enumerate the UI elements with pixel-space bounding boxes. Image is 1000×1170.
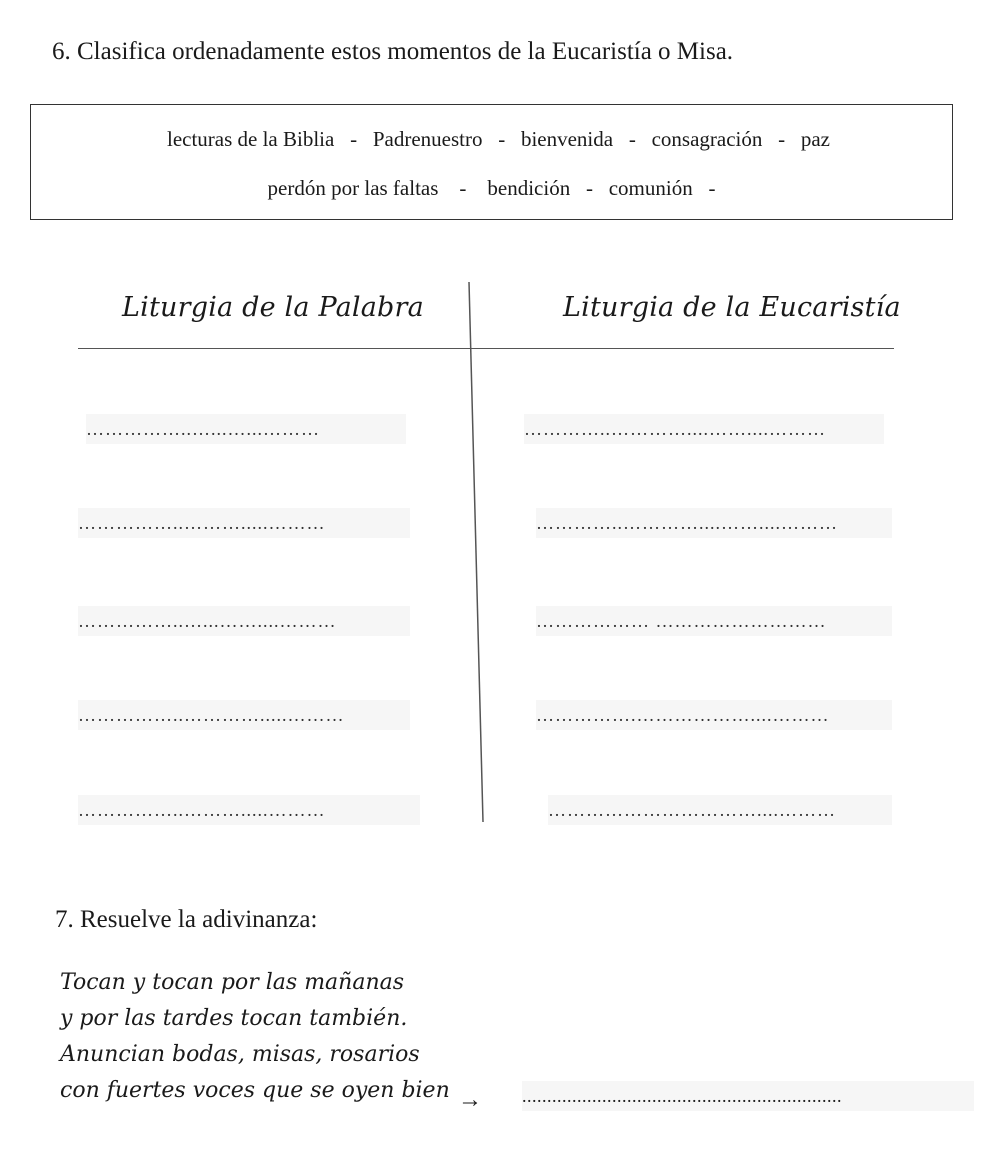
riddle-line-1: Tocan y tocan por las mañanas — [60, 970, 405, 995]
blank-line-eucaristia-3[interactable]: ……………… ……………………… — [536, 606, 892, 636]
riddle-line-2: y por las tardes tocan también. — [60, 1006, 408, 1031]
blank-line-eucaristia-5[interactable]: ……………………………....……… — [548, 795, 892, 825]
blank-line-eucaristia-1[interactable]: …………..…………....……....……… — [524, 414, 884, 444]
blank-line-palabra-4[interactable]: ……………..………….....……… — [78, 700, 410, 730]
word-bank-row-1: lecturas de la Biblia - Padrenuestro - bienvenida - consagración - paz — [166, 127, 831, 151]
blank-line-palabra-1[interactable]: ……………..…...…...……… — [86, 414, 406, 444]
word-bank-row-2: perdón por las faltas - bendición - comunión - — [267, 176, 716, 200]
riddle-text — [60, 965, 450, 1109]
right-arrow-icon: → — [458, 1087, 482, 1113]
question-6-title: 6. Clasifica ordenadamente estos momentos de la Eucaristía o Misa. — [52, 38, 734, 65]
riddle-line-4: con fuertes voces que se oyen bien — [60, 1078, 450, 1103]
blank-line-palabra-5[interactable]: ……………..……….....……… — [78, 795, 420, 825]
blank-line-palabra-2[interactable]: ……………..……….....……… — [78, 508, 410, 538]
blank-line-eucaristia-2[interactable]: …………..…………....……....……… — [536, 508, 892, 538]
riddle-line-3: Anuncian bodas, misas, rosarios — [60, 1042, 420, 1067]
blank-line-palabra-3[interactable]: ……………..…...……....……… — [78, 606, 410, 636]
column-heading-liturgia-eucaristia: Liturgia de la Eucaristía — [563, 292, 901, 323]
question-7-title: 7. Resuelve la adivinanza: — [55, 906, 318, 933]
column-heading-liturgia-palabra: Liturgia de la Palabra — [122, 292, 424, 323]
blank-line-eucaristia-4[interactable]: …………….………………....……… — [536, 700, 892, 730]
riddle-answer-blank[interactable]: ................................................................ — [522, 1081, 974, 1111]
